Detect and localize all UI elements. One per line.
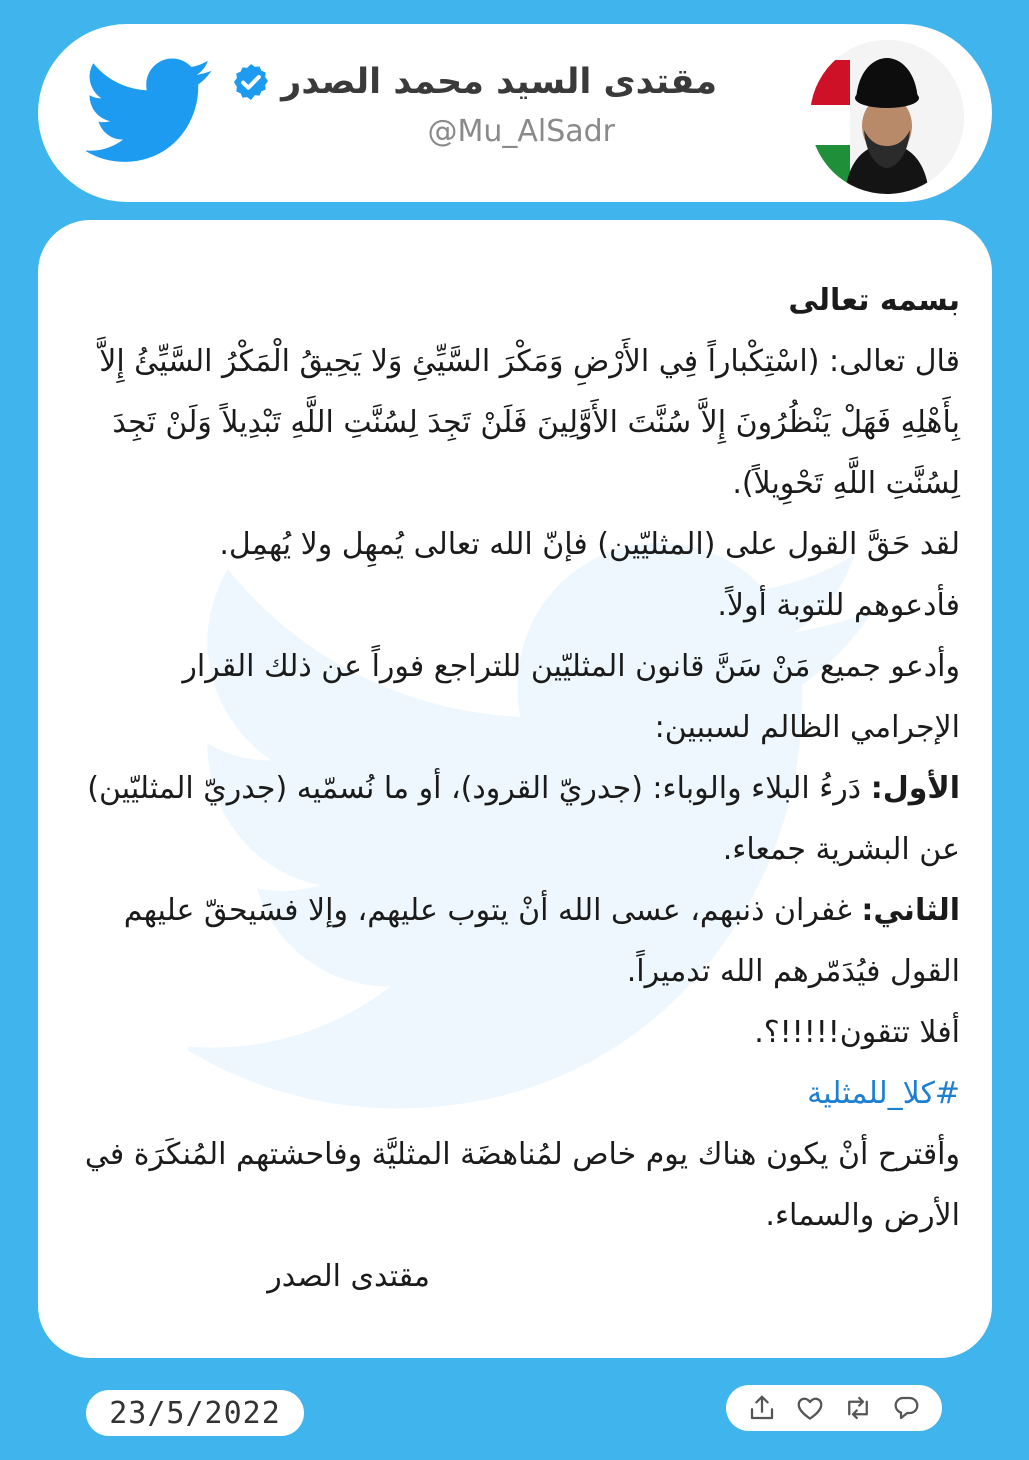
reply-icon bbox=[891, 1393, 921, 1423]
display-name-row bbox=[231, 58, 717, 106]
tweet-paragraph-1: لقد حَقَّ القول على (المثليّين) فإنّ الله تعالى يُمهِل ولا يُهمِل. bbox=[219, 527, 960, 562]
like-button[interactable] bbox=[793, 1391, 827, 1425]
reply-button[interactable] bbox=[889, 1391, 923, 1425]
first-reason-label: الأول: bbox=[870, 771, 960, 806]
tweet-paragraph-3: وأدعو جميع مَنْ سَنَّ قانون المثليّين للتراجع فوراً عن ذلك القرار الإجرامي الظالم لسببين: bbox=[182, 649, 960, 745]
second-reason bbox=[84, 880, 960, 1002]
tweet-question: أفلا تتقون!!!!!؟. bbox=[754, 1015, 960, 1050]
tweet-actions bbox=[726, 1385, 942, 1431]
verified-badge-icon bbox=[231, 62, 271, 102]
tweet-signature: مقتدى الصدر bbox=[267, 1259, 430, 1294]
tweet-date: 23/5/2022 bbox=[86, 1390, 304, 1436]
tweet-paragraph-2: فأدعوهم للتوبة أولاً. bbox=[717, 588, 960, 623]
first-reason-text: دَرءُ البلاء والوباء: (جدريّ القرود)، أو ما نُسمّيه (جدريّ المثليّين) عن البشرية جمعاء. bbox=[87, 771, 960, 867]
first-reason bbox=[84, 758, 960, 880]
tweet-title: بسمه تعالى bbox=[788, 283, 960, 318]
retweet-button[interactable] bbox=[841, 1391, 875, 1425]
share-icon bbox=[747, 1393, 777, 1423]
share-button[interactable] bbox=[745, 1391, 779, 1425]
retweet-icon bbox=[843, 1393, 873, 1423]
user-handle[interactable]: @Mu_AlSadr bbox=[427, 114, 615, 149]
tweet-paragraph-4: وأقترح أنْ يكون هناك يوم خاص لمُناهضَة المثليَّة وفاحشتهم المُنكَرَة في الأرض والسماء. bbox=[84, 1137, 960, 1233]
avatar[interactable] bbox=[810, 40, 964, 194]
avatar-portrait-icon bbox=[810, 40, 964, 194]
second-reason-label: الثاني: bbox=[861, 893, 960, 928]
tweet-body-card bbox=[38, 220, 992, 1358]
twitter-bird-icon bbox=[86, 58, 214, 164]
heart-icon bbox=[795, 1393, 825, 1423]
quran-verse: قال تعالى: (اسْتِكْباراً فِي الأَرْضِ وَمَكْرَ السَّيِّئِ وَلا يَحِيقُ الْمَكْرُ السَّيِّئُ إِلاَّ بِأَهْلِهِ فَهَلْ يَنْظُرُونَ إِلاَّ سُنَّتَ الأَوَّلِينَ فَلَنْ تَجِدَ لِسُنَّتِ اللَّهِ تَبْدِيلاً وَلَنْ تَجِدَ لِسُنَّتِ اللَّهِ تَحْوِيلاً). bbox=[99, 344, 960, 501]
display-name[interactable]: مقتدى السيد محمد الصدر bbox=[281, 62, 717, 102]
hashtag-link[interactable]: #كلا_للمثلية bbox=[807, 1076, 960, 1111]
second-reason-text: غفران ذنبهم، عسى الله أنْ يتوب عليهم، وإلا فسَيحقّ عليهم القول فيُدَمّرهم الله تدميراً. bbox=[123, 893, 960, 989]
tweet-text bbox=[84, 270, 960, 1307]
